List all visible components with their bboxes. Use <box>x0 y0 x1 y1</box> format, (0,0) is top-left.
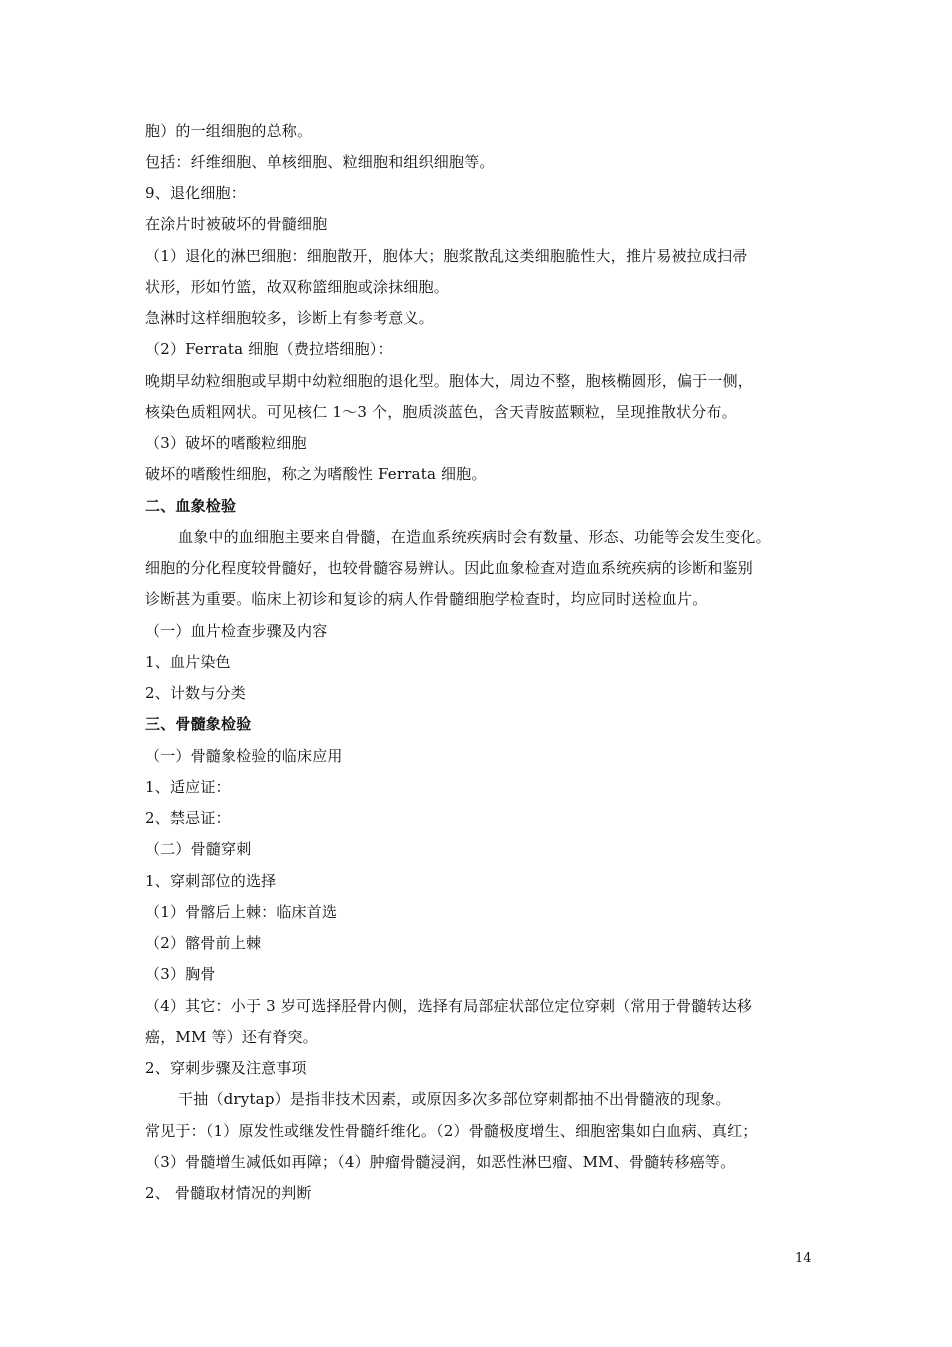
section-heading: 二、血象检验 <box>145 497 237 515</box>
text-line: 状形，形如竹篮，故双称篮细胞或涂抹细胞。 <box>145 278 450 296</box>
paragraph-line: （3）骨髓增生减低如再障；（4）肿瘤骨髓浸润，如恶性淋巴瘤、MM、骨髓转移癌等。 <box>145 1153 736 1171</box>
paragraph-line: 细胞的分化程度较骨髓好，也较骨髓容易辨认。因此血象检查对造血系统疾病的诊断和鉴别 <box>145 559 754 577</box>
text-line: （二）骨髓穿刺 <box>145 840 252 858</box>
text-line: 9、退化细胞： <box>145 184 246 202</box>
text-line: 2、 骨髓取材情况的判断 <box>145 1184 312 1202</box>
text-line: （1）骨髂后上棘：临床首选 <box>145 903 338 921</box>
text-line: （一）血片检查步骤及内容 <box>145 622 328 640</box>
paragraph-line: 干抽（drytap）是指非技术因素，或原因多次多部位穿刺都抽不出骨髓液的现象。 <box>178 1090 731 1108</box>
text-line: 1、适应证： <box>145 778 231 796</box>
text-line: 包括：纤维细胞、单核细胞、粒细胞和组织细胞等。 <box>145 153 495 171</box>
text-line: 2、穿刺步骤及注意事项 <box>145 1059 307 1077</box>
text-line: （3）胸骨 <box>145 965 216 983</box>
text-line: （2）髂骨前上棘 <box>145 934 262 952</box>
text-line: （2）Ferrata 细胞（费拉塔细胞）： <box>145 340 393 358</box>
text-line: 2、计数与分类 <box>145 684 246 702</box>
text-line: 2、禁忌证： <box>145 809 231 827</box>
text-line: 核染色质粗网状。可见核仁 1～3 个，胞质淡蓝色，含天青胺蓝颗粒，呈现推散状分布。 <box>145 403 737 421</box>
text-line: （1）退化的淋巴细胞：细胞散开，胞体大；胞浆散乱这类细胞脆性大，推片易被拉成扫帚 <box>145 247 748 265</box>
text-line: 破坏的嗜酸性细胞，称之为嗜酸性 Ferrata 细胞。 <box>145 465 487 483</box>
paragraph-line: 诊断甚为重要。临床上初诊和复诊的病人作骨髓细胞学检查时，均应同时送检血片。 <box>145 590 708 608</box>
text-line: 1、穿刺部位的选择 <box>145 872 277 890</box>
section-heading: 三、骨髓象检验 <box>145 715 252 733</box>
text-line: （3）破坏的嗜酸粒细胞 <box>145 434 307 452</box>
text-line: （一）骨髓象检验的临床应用 <box>145 747 343 765</box>
text-line: 癌，MM 等）还有脊突。 <box>145 1028 318 1046</box>
text-line: 1、血片染色 <box>145 653 231 671</box>
text-line: 在涂片时被破坏的骨髓细胞 <box>145 215 328 233</box>
page-number: 14 <box>795 1251 812 1266</box>
text-line: 急淋时这样细胞较多，诊断上有参考意义。 <box>145 309 434 327</box>
text-line: （4）其它：小于 3 岁可选择胫骨内侧，选择有局部症状部位定位穿刺（常用于骨髓转达移 <box>145 997 753 1015</box>
paragraph-line: 血象中的血细胞主要来自骨髓，在造血系统疾病时会有数量、形态、功能等会发生变化。 <box>178 528 771 546</box>
paragraph-line: 常见于：（1）原发性或继发性骨髓纤维化。（2）骨髓极度增生、细胞密集如白血病、真红； <box>145 1122 758 1140</box>
text-line: 晚期早幼粒细胞或早期中幼粒细胞的退化型。胞体大，周边不整，胞核椭圆形，偏于一侧， <box>145 372 754 390</box>
text-line: 胞）的一组细胞的总称。 <box>145 122 313 140</box>
